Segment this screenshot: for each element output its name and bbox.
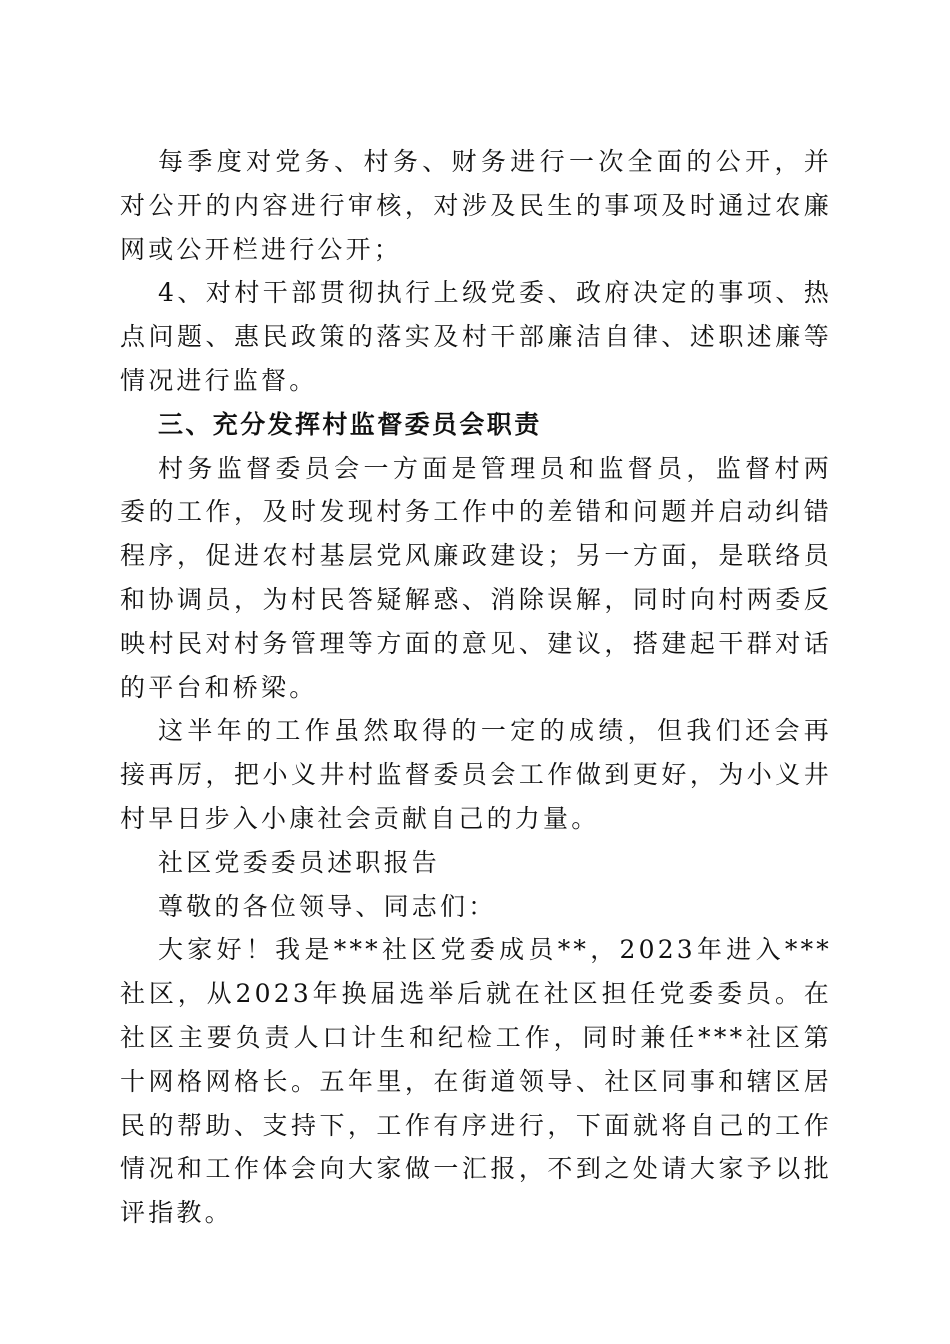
paragraph-item-4: 4、对村干部贯彻执行上级党委、政府决定的事项、热点问题、惠民政策的落实及村干部廉洁自律、述职述廉等情况进行监督。 (120, 278, 832, 395)
salutation: 尊敬的各位领导、同志们： (158, 891, 497, 921)
paragraph-introduction: 大家好！我是***社区党委成员**，2023年进入***社区，从2023年换届选举后就在社区担任党委委员。在社区主要负责人口计生和纪检工作，同时兼任***社区第十网格网格长。五年里，在街道领导、社区同事和辖区居民的帮助、支持下，工作有序进行，下面就将自己的工作情况和工作体会向大家做一汇报，不到之处请大家予以批评指教。 (120, 935, 832, 1228)
document-body (120, 140, 832, 1235)
paragraph-conclusion: 这半年的工作虽然取得的一定的成绩，但我们还会再接再厉，把小义井村监督委员会工作做到更好，为小义井村早日步入小康社会贡献自己的力量。 (120, 716, 832, 833)
paragraph-committee-duties: 村务监督委员会一方面是管理员和监督员，监督村两委的工作，及时发现村务工作中的差错和问题并启动纠错程序，促进农村基层党风廉政建设；另一方面，是联络员和协调员，为村民答疑解惑、消除误解，同时向村两委反映村民对村务管理等方面的意见、建议，搭建起干群对话的平台和桥梁。 (120, 453, 832, 702)
report-title: 社区党委委员述职报告 (158, 847, 441, 877)
section-heading-3: 三、充分发挥村监督委员会职责 (158, 409, 542, 439)
paragraph-disclosure: 每季度对党务、村务、财务进行一次全面的公开，并对公开的内容进行审核，对涉及民生的事项及时通过农廉网或公开栏进行公开； (120, 147, 832, 264)
